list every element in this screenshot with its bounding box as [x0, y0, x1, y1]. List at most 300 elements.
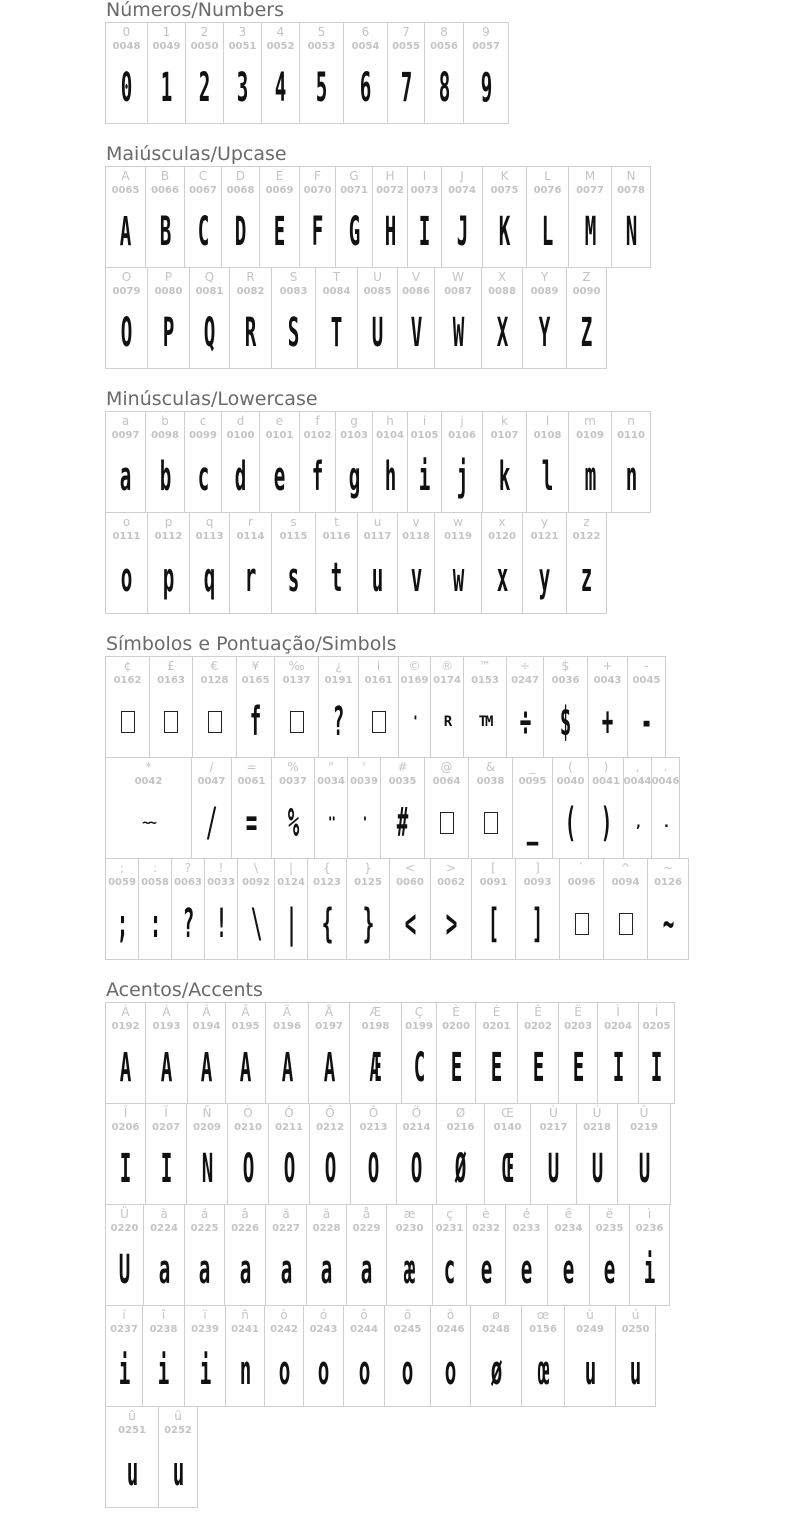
glyph-sample: h — [384, 454, 396, 500]
glyph-sample: " — [327, 815, 335, 831]
glyph-code-label: 0163 — [157, 675, 185, 686]
glyph-sample: A — [281, 1045, 293, 1091]
glyph-character-label: ? — [184, 861, 192, 875]
glyph-sample: p — [163, 555, 174, 601]
glyph-cell — [145, 411, 185, 513]
glyph-code-label: 0210 — [234, 1122, 262, 1133]
glyph-code-label: 0121 — [530, 531, 559, 542]
glyph-sample: TM — [478, 714, 492, 730]
glyph-sample: A — [120, 1045, 131, 1091]
glyph-sample: A — [161, 1045, 172, 1091]
glyph-sample: + — [602, 699, 613, 745]
glyph-sample: L — [542, 209, 553, 255]
glyph-sample: u — [126, 1449, 138, 1495]
glyph-character-label: o — [122, 515, 131, 529]
glyph-character-label: 4 — [276, 25, 285, 39]
glyph-character-label: r — [248, 515, 253, 529]
glyph-cell — [552, 757, 589, 859]
glyph-character-label: Q — [204, 270, 215, 284]
glyph-character-label: V — [411, 270, 421, 284]
glyph-character-label: M — [584, 169, 596, 183]
glyph-sample: A — [120, 209, 131, 255]
glyph-cell — [468, 757, 513, 859]
glyph-sample: P — [163, 310, 174, 356]
glyph-character-label: J — [460, 169, 464, 183]
glyph-sample: I — [120, 1146, 131, 1192]
glyph-cell — [558, 1002, 598, 1104]
glyph-code-label: 0237 — [110, 1324, 138, 1335]
glyph-cell — [187, 1002, 226, 1104]
glyph-character-label: ¥ — [251, 659, 260, 673]
glyph-code-label: 0096 — [567, 877, 596, 888]
glyph-cell — [192, 656, 237, 758]
glyph-code-label: 0252 — [164, 1425, 192, 1436]
glyph-code-label: 0226 — [231, 1223, 259, 1234]
glyph-character-label: y — [540, 515, 549, 529]
glyph-cell — [436, 1103, 485, 1205]
glyph-sample: A — [240, 1045, 251, 1091]
glyph-code-label: 0088 — [488, 286, 516, 297]
glyph-code-label: 0081 — [195, 286, 224, 297]
glyph-code-label: 0101 — [265, 430, 294, 441]
glyph-row — [105, 1406, 197, 1508]
glyph-code-label: 0217 — [539, 1122, 568, 1133]
glyph-code-label: 0197 — [315, 1021, 343, 1032]
glyph-cell — [564, 1305, 616, 1407]
glyph-cell — [147, 512, 190, 614]
glyph-row — [105, 757, 679, 859]
glyph-cell — [475, 1002, 518, 1104]
glyph-sample: N — [201, 1146, 213, 1192]
glyph-cell — [559, 858, 604, 960]
glyph-sample: 0 — [121, 65, 132, 111]
glyph-sample: T — [331, 310, 342, 356]
glyph-cell — [441, 411, 483, 513]
glyph-cell — [357, 267, 398, 369]
glyph-code-label: 0070 — [303, 185, 332, 196]
glyph-sample: % — [287, 800, 299, 846]
glyph-cell — [231, 757, 272, 859]
glyph-code-label: 0247 — [511, 675, 539, 686]
section-title: Acentos/Accents — [106, 979, 263, 1001]
glyph-sample: u — [372, 555, 383, 601]
glyph-row — [105, 411, 650, 513]
glyph-sample: < — [404, 901, 416, 947]
glyph-cell — [105, 22, 148, 124]
glyph-cell — [105, 1406, 159, 1508]
glyph-code-label: 0114 — [236, 531, 265, 542]
glyph-row — [105, 1305, 655, 1407]
glyph-character-label: ø — [492, 1308, 500, 1322]
glyph-character-label: ) — [603, 760, 609, 774]
glyph-sample — [440, 788, 454, 858]
glyph-character-label: £ — [167, 659, 175, 673]
glyph-cell — [186, 1103, 228, 1205]
glyph-sample: K — [499, 209, 510, 255]
glyph-character-label: / — [209, 760, 214, 774]
glyph-cell — [522, 267, 567, 369]
glyph-character-label: - — [644, 659, 649, 673]
glyph-cell — [138, 858, 172, 960]
glyph-sample: E — [532, 1045, 544, 1091]
glyph-character-label: Û — [639, 1106, 649, 1120]
glyph-sample: e — [274, 454, 285, 500]
section-title: Maiúsculas/Upcase — [106, 143, 287, 165]
glyph-code-label: 0077 — [576, 185, 604, 196]
glyph-code-label: 0067 — [189, 185, 217, 196]
glyph-code-label: 0105 — [410, 430, 439, 441]
glyph-row — [105, 858, 688, 960]
glyph-character-label: U — [373, 270, 382, 284]
glyph-code-label: 0090 — [572, 286, 601, 297]
glyph-sample: i — [644, 1247, 655, 1293]
glyph-row — [105, 22, 508, 124]
glyph-sample: 3 — [237, 65, 248, 111]
glyph-sample: E — [491, 1045, 502, 1091]
glyph-character-label: Ï — [164, 1106, 168, 1120]
glyph-sample: Z — [581, 310, 592, 356]
glyph-code-label: 0097 — [111, 430, 140, 441]
glyph-sample: 1 — [161, 65, 172, 111]
glyph-sample: \ — [250, 901, 262, 947]
glyph-code-label: 0055 — [392, 41, 420, 52]
glyph-cell — [315, 512, 358, 614]
glyph-character-label: , — [635, 760, 640, 774]
glyph-sample: s — [288, 555, 299, 601]
missing-glyph-box — [372, 711, 386, 733]
glyph-sample: Q — [204, 310, 215, 356]
glyph-cell — [349, 1002, 402, 1104]
missing-glyph-box — [575, 913, 589, 935]
glyph-cell — [225, 1305, 265, 1407]
glyph-code-label: 0057 — [472, 41, 500, 52]
glyph-sample: ø — [490, 1348, 502, 1394]
glyph-cell — [268, 1103, 310, 1205]
glyph-sample: c — [197, 454, 209, 500]
glyph-cell — [236, 656, 275, 758]
glyph-cell — [638, 1002, 675, 1104]
glyph-character-label: ù — [586, 1308, 594, 1322]
glyph-code-label: 0103 — [340, 430, 368, 441]
glyph-sample: ~~ — [142, 815, 155, 831]
glyph-cell — [505, 1204, 548, 1306]
glyph-code-label: 0048 — [112, 41, 141, 52]
glyph-character-label: w — [453, 515, 463, 529]
glyph-character-label: ¿ — [335, 659, 342, 673]
glyph-character-label: Y — [540, 270, 549, 284]
glyph-code-label: 0218 — [583, 1122, 611, 1133]
glyph-code-label: 0202 — [524, 1021, 552, 1032]
glyph-sample: / — [206, 800, 217, 846]
glyph-code-label: 0094 — [611, 877, 640, 888]
glyph-character-label: ç — [446, 1207, 453, 1221]
glyph-cell — [380, 757, 425, 859]
glyph-character-label: Ë — [574, 1005, 582, 1019]
glyph-character-label: Ê — [534, 1005, 542, 1019]
glyph-character-label: ! — [218, 861, 224, 875]
glyph-cell — [372, 411, 408, 513]
glyph-sample: o — [358, 1348, 370, 1394]
glyph-cell — [237, 858, 275, 960]
glyph-character-label: l — [545, 414, 550, 428]
glyph-sample: o — [445, 1348, 456, 1394]
glyph-character-label: i — [422, 414, 427, 428]
glyph-cell — [432, 1204, 467, 1306]
glyph-cell — [274, 858, 308, 960]
glyph-cell — [471, 858, 516, 960]
glyph-code-label: 0203 — [564, 1021, 592, 1032]
glyph-cell — [611, 411, 651, 513]
glyph-sample: ? — [182, 901, 194, 947]
glyph-sample: t — [331, 555, 342, 601]
glyph-sample: ~ — [662, 901, 674, 947]
glyph-sample — [484, 788, 498, 858]
glyph-cell — [204, 858, 238, 960]
glyph-sample: a — [361, 1247, 372, 1293]
glyph-code-label: 0059 — [108, 877, 136, 888]
glyph-cell — [407, 166, 442, 268]
glyph-sample: i — [158, 1348, 169, 1394]
glyph-sample: _ — [527, 800, 538, 846]
glyph-character-label: ÷ — [519, 659, 531, 673]
glyph-cell — [229, 267, 272, 369]
glyph-character-label: Í — [654, 1005, 659, 1019]
glyph-cell — [147, 22, 186, 124]
glyph-character-label: Î — [123, 1106, 128, 1120]
glyph-code-label: 0093 — [523, 877, 552, 888]
glyph-code-label: 0235 — [595, 1223, 624, 1234]
glyph-row — [105, 1103, 670, 1205]
glyph-code-label: 0064 — [432, 776, 461, 787]
glyph-sample: 9 — [480, 65, 492, 111]
glyph-sample: { — [321, 901, 333, 947]
glyph-sample: O — [242, 1146, 254, 1192]
glyph-code-label: 0033 — [207, 877, 235, 888]
glyph-code-label: 0251 — [118, 1425, 146, 1436]
glyph-cell — [481, 267, 523, 369]
glyph-cell — [224, 1204, 266, 1306]
glyph-code-label: 0061 — [237, 776, 266, 787]
glyph-sample: i — [118, 1348, 130, 1394]
glyph-cell — [229, 512, 272, 614]
glyph-row — [105, 267, 606, 369]
glyph-character-label: € — [210, 659, 219, 673]
glyph-cell — [223, 22, 262, 124]
glyph-sample: O — [324, 1146, 336, 1192]
glyph-sample: e — [604, 1247, 615, 1293]
glyph-cell — [603, 858, 648, 960]
glyph-cell — [149, 656, 193, 758]
glyph-sample: I — [419, 209, 430, 255]
glyph-code-label: 0109 — [576, 430, 604, 441]
glyph-character-label: % — [287, 760, 299, 774]
glyph-character-label: Œ — [501, 1106, 514, 1120]
glyph-character-label: I — [422, 169, 427, 183]
glyph-sample — [208, 687, 222, 757]
glyph-code-label: 0056 — [430, 41, 458, 52]
glyph-cell — [372, 166, 408, 268]
glyph-character-label: " — [328, 760, 334, 774]
glyph-sample: . — [662, 815, 669, 831]
glyph-cell — [343, 1305, 385, 1407]
glyph-code-label: 0128 — [200, 675, 229, 686]
glyph-sample: a — [280, 1247, 292, 1293]
glyph-character-label: Ø — [455, 1106, 466, 1120]
glyph-sample: 2 — [199, 65, 210, 111]
glyph-code-label: 0191 — [324, 675, 353, 686]
glyph-code-label: 0231 — [435, 1223, 464, 1234]
glyph-sample: 8 — [438, 65, 450, 111]
glyph-sample — [575, 889, 589, 959]
glyph-code-label: 0205 — [642, 1021, 671, 1032]
glyph-code-label: 0201 — [482, 1021, 511, 1032]
glyph-code-label: 0199 — [405, 1021, 433, 1032]
glyph-cell — [308, 1002, 350, 1104]
glyph-sample: u — [172, 1449, 184, 1495]
glyph-sample: a — [199, 1247, 210, 1293]
glyph-code-label: 0058 — [141, 877, 169, 888]
glyph-code-label: 0107 — [490, 430, 519, 441]
glyph-character-label: n — [627, 414, 635, 428]
glyph-code-label: 0115 — [279, 531, 308, 542]
glyph-cell — [225, 1002, 266, 1104]
glyph-cell — [264, 1305, 304, 1407]
glyph-sample: ÷ — [519, 699, 531, 745]
glyph-character-label: â — [241, 1207, 249, 1221]
glyph-code-label: 0106 — [448, 430, 476, 441]
glyph-sample: C — [413, 1045, 425, 1091]
glyph-character-label: p — [164, 515, 173, 529]
glyph-cell — [397, 512, 435, 614]
glyph-cell — [299, 166, 336, 268]
glyph-cell — [335, 166, 373, 268]
glyph-code-label: 0239 — [191, 1324, 219, 1335]
glyph-code-label: 0228 — [312, 1223, 341, 1234]
glyph-code-label: 0042 — [134, 776, 163, 787]
glyph-cell — [184, 1305, 226, 1407]
glyph-code-label: 0153 — [471, 675, 499, 686]
glyph-character-label: 8 — [440, 25, 448, 39]
glyph-code-label: 0078 — [617, 185, 645, 196]
glyph-sample: C — [197, 209, 209, 255]
glyph-sample: u — [584, 1348, 596, 1394]
glyph-cell — [526, 411, 569, 513]
glyph-cell — [587, 656, 628, 758]
glyph-character-label: ‰ — [288, 659, 305, 673]
glyph-cell — [271, 512, 316, 614]
glyph-character-label: Ó — [284, 1106, 294, 1120]
glyph-character-label: Ò — [243, 1106, 253, 1120]
glyph-character-label: d — [236, 414, 245, 428]
glyph-sample: æ — [404, 1247, 415, 1293]
glyph-character-label: Â — [202, 1005, 211, 1019]
glyph-character-label: k — [501, 414, 508, 428]
glyph-code-label: 0044 — [623, 776, 652, 787]
glyph-character-label: ú — [631, 1308, 640, 1322]
glyph-sample: a — [321, 1247, 332, 1293]
glyph-character-label: ó — [319, 1308, 328, 1322]
glyph-code-label: 0161 — [364, 675, 393, 686]
glyph-code-label: 0069 — [265, 185, 294, 196]
glyph-sample: n — [239, 1348, 251, 1394]
glyph-sample: O — [411, 1146, 422, 1192]
missing-glyph-box — [121, 711, 135, 733]
glyph-character-label: ` — [578, 861, 585, 875]
glyph-sample: y — [539, 555, 550, 601]
glyph-character-label: 3 — [238, 25, 247, 39]
glyph-cell — [547, 1204, 590, 1306]
glyph-character-label: æ — [403, 1207, 416, 1221]
glyph-code-label: 0248 — [482, 1324, 510, 1335]
glyph-code-label: 0066 — [151, 185, 179, 196]
glyph-character-label: ~ — [662, 861, 674, 875]
glyph-character-label: ì — [647, 1207, 652, 1221]
glyph-cell — [227, 1103, 269, 1205]
glyph-code-label: 0111 — [112, 531, 141, 542]
glyph-cell — [424, 22, 464, 124]
glyph-cell — [434, 267, 482, 369]
glyph-sample: ' — [411, 714, 418, 730]
glyph-character-label: h — [386, 414, 394, 428]
glyph-character-label: N — [626, 169, 636, 183]
glyph-character-label: ï — [203, 1308, 207, 1322]
glyph-cell — [105, 858, 139, 960]
glyph-cell — [271, 757, 315, 859]
glyph-character-label: D — [235, 169, 246, 183]
glyph-character-label: P — [164, 270, 173, 284]
glyph-character-label: 6 — [361, 25, 370, 39]
glyph-character-label: Ô — [325, 1106, 335, 1120]
glyph-code-label: 0244 — [350, 1324, 378, 1335]
glyph-code-label: 0122 — [572, 531, 601, 542]
glyph-sample: R — [245, 310, 256, 356]
glyph-sample: S — [288, 310, 299, 356]
glyph-cell — [309, 1103, 351, 1205]
glyph-sample: o — [121, 555, 132, 601]
glyph-cell — [566, 512, 607, 614]
glyph-cell — [265, 1002, 309, 1104]
glyph-cell — [105, 1305, 143, 1407]
glyph-sample: E — [274, 209, 285, 255]
glyph-character-label: : — [152, 861, 158, 875]
glyph-code-label: 0194 — [192, 1021, 221, 1032]
glyph-cell — [517, 1002, 559, 1104]
glyph-code-label: 0063 — [174, 877, 202, 888]
glyph-sample: ; — [116, 901, 128, 947]
glyph-character-label: Ü — [120, 1207, 129, 1221]
glyph-sample: M — [584, 209, 596, 255]
glyph-cell — [299, 22, 344, 124]
missing-glyph-box — [484, 812, 498, 834]
glyph-code-label: 0156 — [529, 1324, 557, 1335]
glyph-sample: > — [445, 901, 457, 947]
glyph-cell — [384, 1305, 431, 1407]
glyph-character-label: ™ — [479, 659, 491, 673]
glyph-code-label: 0039 — [350, 776, 378, 787]
glyph-character-label: C — [198, 169, 208, 183]
glyph-character-label: } — [364, 861, 372, 875]
glyph-character-label: Ä — [282, 1005, 292, 1019]
glyph-cell — [588, 757, 624, 859]
glyph-code-label: 0209 — [193, 1122, 221, 1133]
glyph-cell — [434, 512, 482, 614]
glyph-cell — [522, 512, 567, 614]
glyph-sample: ) — [600, 800, 612, 846]
glyph-cell — [143, 1204, 185, 1306]
glyph-character-label: W — [452, 270, 464, 284]
glyph-character-label: s — [290, 515, 297, 529]
glyph-sample: z — [581, 555, 592, 601]
